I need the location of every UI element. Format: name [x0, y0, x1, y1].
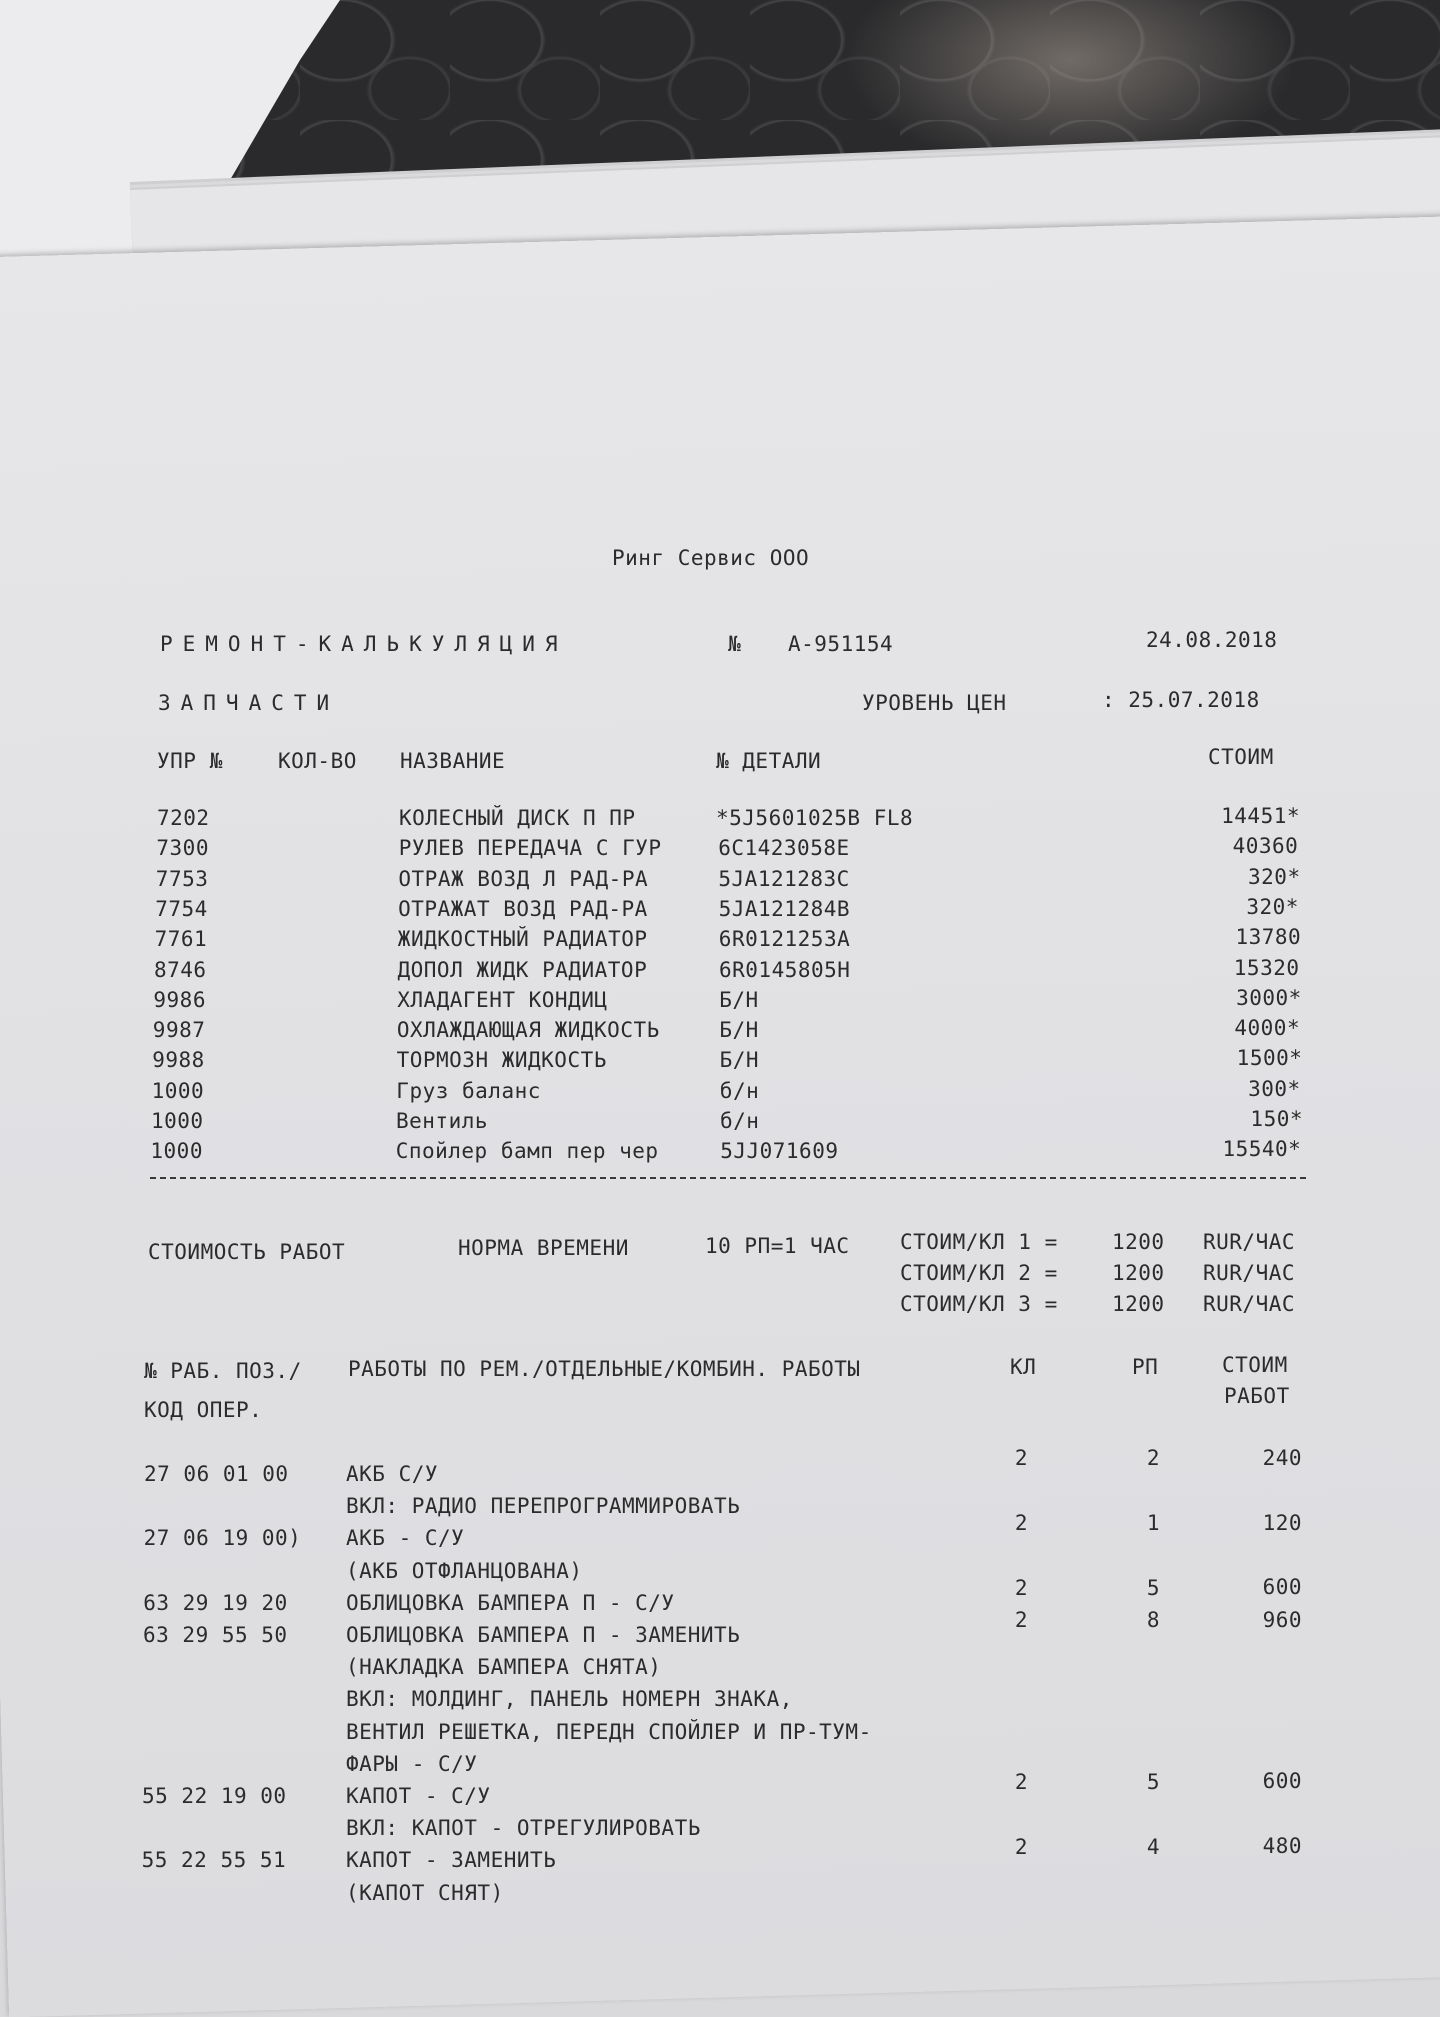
parts-row-name: ЖИДКОСТНЫЙ РАДИАТОР [397, 927, 648, 952]
col-header-cost: СТОИМ [1208, 745, 1274, 769]
works-row-desc: ОБЛИЦОВКА БАМПЕРА П - ЗАМЕНИТЬ [346, 1623, 741, 1647]
works-row-cost: 480 [1262, 1833, 1302, 1858]
norm-value: 10 РП=1 ЧАС [705, 1234, 850, 1258]
parts-row-name: ОХЛАЖДАЮЩАЯ ЖИДКОСТЬ [396, 1018, 660, 1043]
works-col-desc: РАБОТЫ ПО РЕМ./ОТДЕЛЬНЫЕ/КОМБИН. РАБОТЫ [348, 1357, 861, 1381]
parts-row-name: ДОПОЛ ЖИДК РАДИАТОР [397, 957, 648, 982]
parts-row-cost: 320* [1246, 894, 1299, 919]
rate-label: СТОИМ/КЛ 3 = [900, 1292, 1058, 1316]
works-row-desc: КАПОТ - С/У [346, 1784, 491, 1808]
parts-row-part: 6C1423058E [718, 836, 850, 861]
parts-row-code: 8746 [154, 957, 207, 982]
works-col-cost: СТОИМ [1222, 1353, 1288, 1377]
parts-row-cost: 13780 [1235, 925, 1302, 950]
price-level-date: : 25.07.2018 [1102, 688, 1260, 712]
parts-row-cost: 14451* [1221, 804, 1300, 828]
works-row-desc: АКБ - С/У [346, 1526, 465, 1551]
parts-row-name: РУЛЕВ ПЕРЕДАЧА С ГУР [398, 836, 662, 861]
works-col-rp: РП [1132, 1355, 1159, 1379]
parts-row-cost: 4000* [1234, 1016, 1301, 1041]
parts-row-part: *5J5601025B FL8 [716, 806, 914, 830]
works-col-kl: КЛ [1010, 1355, 1037, 1379]
parts-row-part: б/н [719, 1078, 760, 1103]
company-name: Ринг Сервис ООО [612, 546, 810, 570]
col-header-part: № ДЕТАЛИ [716, 749, 822, 773]
parts-row-cost: 15540* [1222, 1137, 1302, 1162]
parts-row-name: ТОРМОЗН ЖИДКОСТЬ [396, 1048, 607, 1073]
works-row-code: 55 22 19 00 [142, 1784, 287, 1808]
works-col-cost-2: РАБОТ [1224, 1384, 1290, 1408]
works-row-desc: ФАРЫ - С/У [346, 1751, 478, 1776]
parts-row-part: 6R0121253A [718, 927, 851, 952]
rate-value: 1200 [1112, 1230, 1165, 1254]
works-row-cost: 240 [1262, 1446, 1302, 1470]
works-row-rp: 4 [1146, 1834, 1160, 1859]
parts-row-code: 9986 [153, 987, 206, 1012]
parts-row-name: ОТРАЖ ВОЗД Л РАД-РА [398, 866, 649, 891]
parts-row-name: Груз баланс [396, 1078, 541, 1103]
parts-row-cost: 150* [1250, 1107, 1303, 1131]
parts-row-part: Б/Н [719, 1048, 760, 1073]
col-header-code: УПР № [157, 749, 223, 773]
works-row-kl: 2 [1014, 1770, 1028, 1794]
works-row-cost: 120 [1262, 1510, 1302, 1535]
parts-row-part: 5JJ071609 [720, 1139, 839, 1164]
works-row-kl: 2 [1014, 1510, 1028, 1535]
rate-unit: RUR/ЧАС [1203, 1230, 1296, 1254]
works-row-cost: 600 [1262, 1769, 1302, 1793]
works-row-code: 27 06 01 00 [144, 1462, 289, 1486]
works-row-desc: АКБ С/У [346, 1462, 439, 1486]
works-col-code: КОД ОПЕР. [144, 1398, 263, 1422]
works-row-desc: ВКЛ: МОЛДИНГ, ПАНЕЛЬ НОМЕРН ЗНАКА, [346, 1687, 793, 1712]
works-row-desc: ВКЛ: РАДИО ПЕРЕПРОГРАММИРОВАТЬ [346, 1494, 741, 1519]
rate-value: 1200 [1112, 1261, 1165, 1285]
works-row-rp: 1 [1146, 1510, 1160, 1535]
works-row-cost: 600 [1262, 1575, 1302, 1600]
works-row-kl: 2 [1014, 1834, 1028, 1859]
parts-row-part: 5JA121283C [718, 866, 850, 891]
norm-label: НОРМА ВРЕМЕНИ [458, 1236, 629, 1260]
works-row-kl: 2 [1014, 1608, 1028, 1632]
parts-row-code: 9987 [152, 1018, 206, 1043]
rate-unit: RUR/ЧАС [1203, 1292, 1296, 1316]
parts-row-part: Б/Н [719, 987, 759, 1012]
number-sign: № [728, 632, 742, 656]
parts-row-part: 6R0145805H [719, 957, 851, 982]
works-row-desc: (КАПОТ СНЯТ) [346, 1880, 504, 1905]
parts-title: ЗАПЧАСТИ [158, 691, 340, 715]
parts-row-code: 7753 [155, 866, 209, 891]
works-row-desc: КАПОТ - ЗАМЕНИТЬ [346, 1848, 557, 1873]
parts-row-cost: 3000* [1236, 985, 1302, 1010]
works-row-rp: 5 [1146, 1770, 1160, 1794]
works-row-desc: ОБЛИЦОВКА БАМПЕРА П - С/У [346, 1590, 675, 1615]
works-row-cost: 960 [1262, 1607, 1302, 1632]
doc-date: 24.08.2018 [1146, 628, 1278, 652]
doc-title: РЕМОНТ-КАЛЬКУЛЯЦИЯ [160, 632, 568, 656]
parts-row-name: ОТРАЖАТ ВОЗД РАД-РА [398, 896, 648, 921]
works-row-code: 55 22 55 51 [141, 1848, 287, 1873]
parts-row-cost: 300* [1248, 1076, 1301, 1101]
works-row-rp: 8 [1146, 1608, 1160, 1632]
parts-row-name: Спойлер бамп пер чер [395, 1139, 659, 1164]
parts-row-code: 1000 [151, 1109, 204, 1133]
parts-row-cost: 40360 [1232, 834, 1299, 859]
labor-title: СТОИМОСТЬ РАБОТ [148, 1240, 346, 1264]
price-level-label: УРОВЕНЬ ЦЕН [862, 691, 1007, 715]
parts-row-part: 5JA121284B [718, 896, 851, 921]
parts-row-name: Вентиль [396, 1109, 489, 1133]
rate-value: 1200 [1112, 1292, 1165, 1316]
works-row-code: 27 06 19 00) [143, 1526, 302, 1551]
parts-row-code: 7761 [154, 927, 208, 952]
parts-row-name: КОЛЕСНЫЙ ДИСК П ПР [399, 806, 636, 830]
works-row-kl: 2 [1014, 1446, 1028, 1470]
parts-row-name: ХЛАДАГЕНТ КОНДИЦ [397, 987, 608, 1012]
rate-label: СТОИМ/КЛ 2 = [900, 1261, 1058, 1285]
works-row-desc: (АКБ ОТФЛАНЦОВАНА) [346, 1558, 583, 1583]
parts-row-part: Б/Н [719, 1018, 759, 1043]
parts-row-code: 1000 [150, 1139, 203, 1164]
dashed-separator [150, 1177, 1306, 1179]
rate-unit: RUR/ЧАС [1203, 1261, 1296, 1285]
col-header-qty: КОЛ-ВО [278, 749, 357, 773]
works-row-desc: ВКЛ: КАПОТ - ОТРЕГУЛИРОВАТЬ [346, 1816, 701, 1841]
parts-row-code: 9988 [152, 1048, 205, 1073]
parts-row-cost: 1500* [1236, 1046, 1303, 1071]
works-row-desc: ВЕНТИЛ РЕШЕТКА, ПЕРЕДН СПОЙЛЕР И ПР-ТУМ- [346, 1719, 872, 1744]
doc-number: A-951154 [788, 632, 894, 656]
works-row-desc: (НАКЛАДКА БАМПЕРА СНЯТА) [346, 1655, 662, 1680]
parts-row-code: 7754 [155, 896, 208, 921]
col-header-name: НАЗВАНИЕ [400, 749, 506, 773]
parts-row-part: б/н [720, 1109, 760, 1133]
parts-row-cost: 15320 [1233, 955, 1300, 980]
parts-row-cost: 320* [1248, 864, 1301, 889]
works-row-code: 63 29 19 20 [143, 1590, 288, 1615]
rate-label: СТОИМ/КЛ 1 = [900, 1230, 1058, 1254]
works-row-kl: 2 [1014, 1575, 1028, 1600]
parts-row-code: 7202 [157, 806, 210, 830]
parts-row-code: 7300 [156, 836, 209, 861]
works-row-rp: 2 [1146, 1446, 1160, 1470]
works-row-rp: 5 [1146, 1575, 1160, 1600]
works-row-code: 63 29 55 50 [143, 1623, 288, 1647]
works-col-pos: № РАБ. ПОЗ./ [144, 1359, 302, 1383]
parts-row-code: 1000 [151, 1078, 205, 1103]
